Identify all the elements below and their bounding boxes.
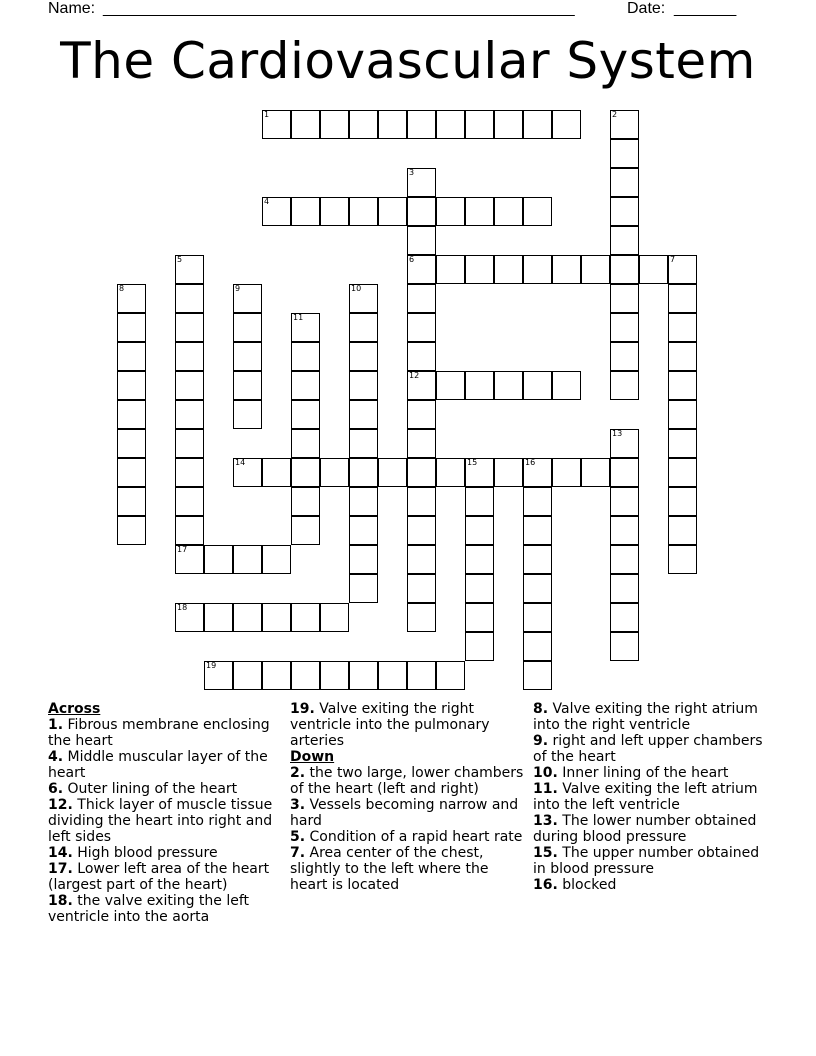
down-clue-list (290, 765, 530, 893)
grid-cell[interactable] (291, 603, 320, 632)
grid-cell[interactable] (349, 371, 378, 400)
across-clue-list (48, 717, 288, 925)
grid-cell[interactable] (117, 342, 146, 371)
grid-cell[interactable] (668, 284, 697, 313)
clue-text: Vessels becoming narrow and hard (290, 797, 519, 829)
grid-cell[interactable] (465, 516, 494, 545)
grid-cell[interactable] (436, 197, 465, 226)
grid-cell[interactable] (610, 371, 639, 400)
grid-cell[interactable] (349, 342, 378, 371)
clue-number: 8 (119, 284, 125, 293)
clue-number-label: 11. (533, 781, 558, 797)
clue-text: Lower left area of the heart (largest part of the heart) (48, 861, 270, 893)
grid-cell[interactable] (175, 284, 204, 313)
grid-cell[interactable] (523, 516, 552, 545)
grid-cell[interactable] (407, 545, 436, 574)
grid-cell[interactable] (552, 458, 581, 487)
down-clue (290, 797, 530, 829)
grid-cell[interactable] (349, 110, 378, 139)
grid-cell[interactable] (320, 110, 349, 139)
grid-cell[interactable] (291, 371, 320, 400)
clue-number: 15 (467, 458, 478, 467)
grid-cell[interactable] (610, 487, 639, 516)
clue-number-label: 5. (290, 829, 306, 845)
grid-cell[interactable] (407, 110, 436, 139)
grid-cell[interactable] (465, 458, 494, 487)
clue-text: Area center of the chest, slightly to the left where the heart is located (290, 845, 489, 893)
down-clue (290, 765, 530, 797)
clue-number-label: 14. (48, 845, 73, 861)
grid-cell[interactable] (610, 139, 639, 168)
clue-number-label: 1. (48, 717, 64, 733)
clue-number: 9 (235, 284, 241, 293)
grid-cell[interactable] (175, 516, 204, 545)
grid-cell[interactable] (610, 516, 639, 545)
name-label: Name: (48, 0, 96, 17)
grid-cell[interactable] (523, 661, 552, 690)
grid-cell[interactable] (175, 342, 204, 371)
grid-cell[interactable] (349, 487, 378, 516)
grid-cell[interactable] (262, 110, 291, 139)
clue-number: 5 (177, 255, 183, 264)
grid-cell[interactable] (494, 371, 523, 400)
clue-text: Middle muscular layer of the heart (48, 749, 268, 781)
grid-cell[interactable] (436, 255, 465, 284)
grid-cell[interactable] (291, 487, 320, 516)
across-clue (48, 749, 288, 781)
grid-cell[interactable] (610, 574, 639, 603)
grid-cell[interactable] (668, 255, 697, 284)
grid-cell[interactable] (523, 197, 552, 226)
clue-number-label: 15. (533, 845, 558, 861)
across-clue (48, 781, 288, 797)
grid-cell[interactable] (233, 400, 262, 429)
grid-cell[interactable] (175, 255, 204, 284)
grid-cell[interactable] (610, 458, 639, 487)
clue-text: Valve exiting the left atrium into the left ventricle (533, 781, 758, 813)
grid-cell[interactable] (378, 110, 407, 139)
clue-number-label: 19. (290, 701, 315, 717)
clue-text: the valve exiting the left ventricle into the aorta (48, 893, 250, 925)
clue-text: Inner lining of the heart (557, 765, 729, 781)
down-heading: Down (290, 749, 335, 765)
date-label: Date: (627, 0, 666, 17)
grid-cell[interactable] (349, 661, 378, 690)
grid-cell[interactable] (610, 342, 639, 371)
grid-cell[interactable] (291, 197, 320, 226)
grid-cell[interactable] (349, 284, 378, 313)
across-clue (290, 701, 530, 749)
grid-cell[interactable] (668, 458, 697, 487)
clue-number-label: 9. (533, 733, 549, 749)
clue-text: Valve exiting the right atrium into the right ventricle (533, 701, 758, 733)
grid-cell[interactable] (465, 197, 494, 226)
clue-number: 14 (235, 458, 246, 467)
down-clue (533, 781, 773, 813)
clue-number: 16 (525, 458, 536, 467)
clue-number: 13 (612, 429, 623, 438)
grid-cell[interactable] (175, 371, 204, 400)
grid-cell[interactable] (291, 110, 320, 139)
grid-cell[interactable] (233, 284, 262, 313)
grid-cell[interactable] (291, 458, 320, 487)
clue-number-label: 17. (48, 861, 73, 877)
clue-number-label: 6. (48, 781, 64, 797)
grid-cell[interactable] (407, 168, 436, 197)
clues-column-3 (533, 701, 773, 893)
across-clue-list-continued (290, 701, 530, 749)
down-clue (533, 765, 773, 781)
grid-cell[interactable] (262, 458, 291, 487)
clue-text: Thick layer of muscle tissue dividing the heart into right and left sides (48, 797, 273, 845)
grid-cell[interactable] (378, 458, 407, 487)
grid-cell[interactable] (175, 429, 204, 458)
across-clue (48, 845, 288, 861)
grid-cell[interactable] (552, 110, 581, 139)
clue-number-label: 7. (290, 845, 306, 861)
grid-cell[interactable] (117, 458, 146, 487)
grid-cell[interactable] (117, 516, 146, 545)
grid-cell[interactable] (262, 545, 291, 574)
grid-cell[interactable] (668, 371, 697, 400)
grid-cell[interactable] (320, 197, 349, 226)
grid-cell[interactable] (465, 255, 494, 284)
across-heading: Across (48, 701, 101, 717)
clues-column-2 (290, 701, 530, 893)
across-clue (48, 797, 288, 845)
grid-cell[interactable] (262, 197, 291, 226)
grid-cell[interactable] (436, 458, 465, 487)
grid-cell[interactable] (262, 603, 291, 632)
grid-cell[interactable] (552, 371, 581, 400)
clue-number: 6 (409, 255, 415, 264)
grid-cell[interactable] (407, 284, 436, 313)
across-clue (48, 717, 288, 749)
grid-cell[interactable] (378, 197, 407, 226)
grid-cell[interactable] (523, 110, 552, 139)
name-field: _____________________________________________________ (103, 0, 575, 17)
date-field: _______ (674, 0, 737, 17)
clue-number-label: 16. (533, 877, 558, 893)
grid-cell[interactable] (175, 545, 204, 574)
grid-cell[interactable] (523, 458, 552, 487)
grid-cell[interactable] (668, 400, 697, 429)
grid-cell[interactable] (465, 110, 494, 139)
down-clue (533, 701, 773, 733)
clue-number: 12 (409, 371, 420, 380)
grid-cell[interactable] (523, 545, 552, 574)
grid-cell[interactable] (581, 255, 610, 284)
clue-number: 4 (264, 197, 270, 206)
grid-cell[interactable] (610, 632, 639, 661)
grid-cell[interactable] (407, 226, 436, 255)
grid-cell[interactable] (204, 545, 233, 574)
clue-text: Fibrous membrane enclosing the heart (48, 717, 270, 749)
grid-cell[interactable] (407, 400, 436, 429)
grid-cell[interactable] (407, 313, 436, 342)
grid-cell[interactable] (349, 458, 378, 487)
grid-cell[interactable] (494, 110, 523, 139)
grid-cell[interactable] (407, 487, 436, 516)
grid-cell[interactable] (117, 284, 146, 313)
grid-cell[interactable] (465, 603, 494, 632)
grid-cell[interactable] (349, 516, 378, 545)
grid-cell[interactable] (581, 458, 610, 487)
clue-number-label: 3. (290, 797, 306, 813)
grid-cell[interactable] (291, 400, 320, 429)
grid-cell[interactable] (610, 603, 639, 632)
grid-cell[interactable] (349, 400, 378, 429)
grid-cell[interactable] (465, 574, 494, 603)
grid-cell[interactable] (175, 400, 204, 429)
clue-number: 19 (206, 661, 217, 670)
grid-cell[interactable] (407, 371, 436, 400)
grid-cell[interactable] (639, 255, 668, 284)
clue-text: right and left upper chambers of the heart (533, 733, 763, 765)
clue-text: Outer lining of the heart (63, 781, 238, 797)
clue-number: 17 (177, 545, 188, 554)
grid-cell[interactable] (610, 313, 639, 342)
grid-cell[interactable] (668, 487, 697, 516)
clue-number-label: 10. (533, 765, 558, 781)
grid-cell[interactable] (465, 545, 494, 574)
grid-cell[interactable] (610, 110, 639, 139)
clue-number: 3 (409, 168, 415, 177)
grid-cell[interactable] (175, 487, 204, 516)
grid-cell[interactable] (668, 516, 697, 545)
clue-number-label: 12. (48, 797, 73, 813)
grid-cell[interactable] (204, 661, 233, 690)
across-clue (48, 861, 288, 893)
clue-text: blocked (557, 877, 617, 893)
grid-cell[interactable] (349, 313, 378, 342)
grid-cell[interactable] (175, 458, 204, 487)
grid-cell[interactable] (523, 255, 552, 284)
grid-cell[interactable] (407, 458, 436, 487)
grid-cell[interactable] (610, 226, 639, 255)
grid-cell[interactable] (233, 342, 262, 371)
clue-number-label: 4. (48, 749, 64, 765)
grid-cell[interactable] (349, 574, 378, 603)
clue-number-label: 2. (290, 765, 306, 781)
grid-cell[interactable] (552, 255, 581, 284)
grid-cell[interactable] (494, 458, 523, 487)
grid-cell[interactable] (117, 313, 146, 342)
clue-text: Valve exiting the right ventricle into the pulmonary arteries (290, 701, 490, 749)
grid-cell[interactable] (349, 197, 378, 226)
grid-cell[interactable] (610, 545, 639, 574)
clue-number: 10 (351, 284, 362, 293)
clue-number: 18 (177, 603, 188, 612)
clue-number: 11 (293, 313, 304, 322)
grid-cell[interactable] (407, 603, 436, 632)
grid-cell[interactable] (523, 603, 552, 632)
grid-cell[interactable] (291, 313, 320, 342)
clue-number: 2 (612, 110, 618, 119)
down-clue (533, 877, 773, 893)
grid-cell[interactable] (233, 661, 262, 690)
grid-cell[interactable] (523, 371, 552, 400)
clue-text: Condition of a rapid heart rate (305, 829, 523, 845)
down-clue (290, 829, 530, 845)
grid-cell[interactable] (610, 429, 639, 458)
down-clue (533, 733, 773, 765)
grid-cell[interactable] (465, 371, 494, 400)
grid-cell[interactable] (610, 255, 639, 284)
grid-cell[interactable] (436, 661, 465, 690)
grid-cell[interactable] (378, 661, 407, 690)
grid-cell[interactable] (233, 458, 262, 487)
clue-number: 7 (670, 255, 676, 264)
clue-number: 1 (264, 110, 270, 119)
grid-cell[interactable] (523, 632, 552, 661)
down-clue (533, 813, 773, 845)
grid-cell[interactable] (465, 632, 494, 661)
grid-cell[interactable] (407, 574, 436, 603)
clue-text: the two large, lower chambers of the heart (left and right) (290, 765, 524, 797)
grid-cell[interactable] (349, 429, 378, 458)
grid-cell[interactable] (291, 661, 320, 690)
clue-text: High blood pressure (72, 845, 218, 861)
grid-cell[interactable] (407, 342, 436, 371)
grid-cell[interactable] (117, 487, 146, 516)
grid-cell[interactable] (436, 110, 465, 139)
clue-number-label: 13. (533, 813, 558, 829)
grid-cell[interactable] (668, 545, 697, 574)
grid-cell[interactable] (291, 429, 320, 458)
grid-cell[interactable] (407, 197, 436, 226)
grid-cell[interactable] (407, 661, 436, 690)
grid-cell[interactable] (175, 313, 204, 342)
grid-cell[interactable] (668, 429, 697, 458)
down-clue (533, 845, 773, 877)
grid-cell[interactable] (233, 371, 262, 400)
clues-column-1 (48, 701, 288, 925)
grid-cell[interactable] (407, 255, 436, 284)
grid-cell[interactable] (610, 284, 639, 313)
clue-text: The lower number obtained during blood pressure (533, 813, 757, 845)
grid-cell[interactable] (117, 371, 146, 400)
clue-text: The upper number obtained in blood pressure (533, 845, 760, 877)
grid-cell[interactable] (175, 603, 204, 632)
grid-cell[interactable] (610, 197, 639, 226)
grid-cell[interactable] (320, 603, 349, 632)
grid-cell[interactable] (349, 545, 378, 574)
grid-cell[interactable] (291, 342, 320, 371)
down-clue-list-continued (533, 701, 773, 893)
across-clue (48, 893, 288, 925)
grid-cell[interactable] (320, 661, 349, 690)
grid-cell[interactable] (407, 516, 436, 545)
grid-cell[interactable] (233, 603, 262, 632)
grid-cell[interactable] (233, 545, 262, 574)
grid-cell[interactable] (291, 516, 320, 545)
grid-cell[interactable] (523, 574, 552, 603)
grid-cell[interactable] (465, 487, 494, 516)
grid-cell[interactable] (523, 487, 552, 516)
grid-cell[interactable] (494, 197, 523, 226)
grid-cell[interactable] (668, 313, 697, 342)
grid-cell[interactable] (204, 603, 233, 632)
grid-cell[interactable] (320, 458, 349, 487)
grid-cell[interactable] (117, 400, 146, 429)
grid-cell[interactable] (494, 255, 523, 284)
grid-cell[interactable] (407, 429, 436, 458)
grid-cell[interactable] (117, 429, 146, 458)
grid-cell[interactable] (668, 342, 697, 371)
grid-cell[interactable] (610, 168, 639, 197)
clue-number-label: 8. (533, 701, 549, 717)
clue-number-label: 18. (48, 893, 73, 909)
grid-cell[interactable] (262, 661, 291, 690)
down-clue (290, 845, 530, 893)
page-title: The Cardiovascular System (60, 32, 756, 90)
grid-cell[interactable] (436, 371, 465, 400)
grid-cell[interactable] (233, 313, 262, 342)
